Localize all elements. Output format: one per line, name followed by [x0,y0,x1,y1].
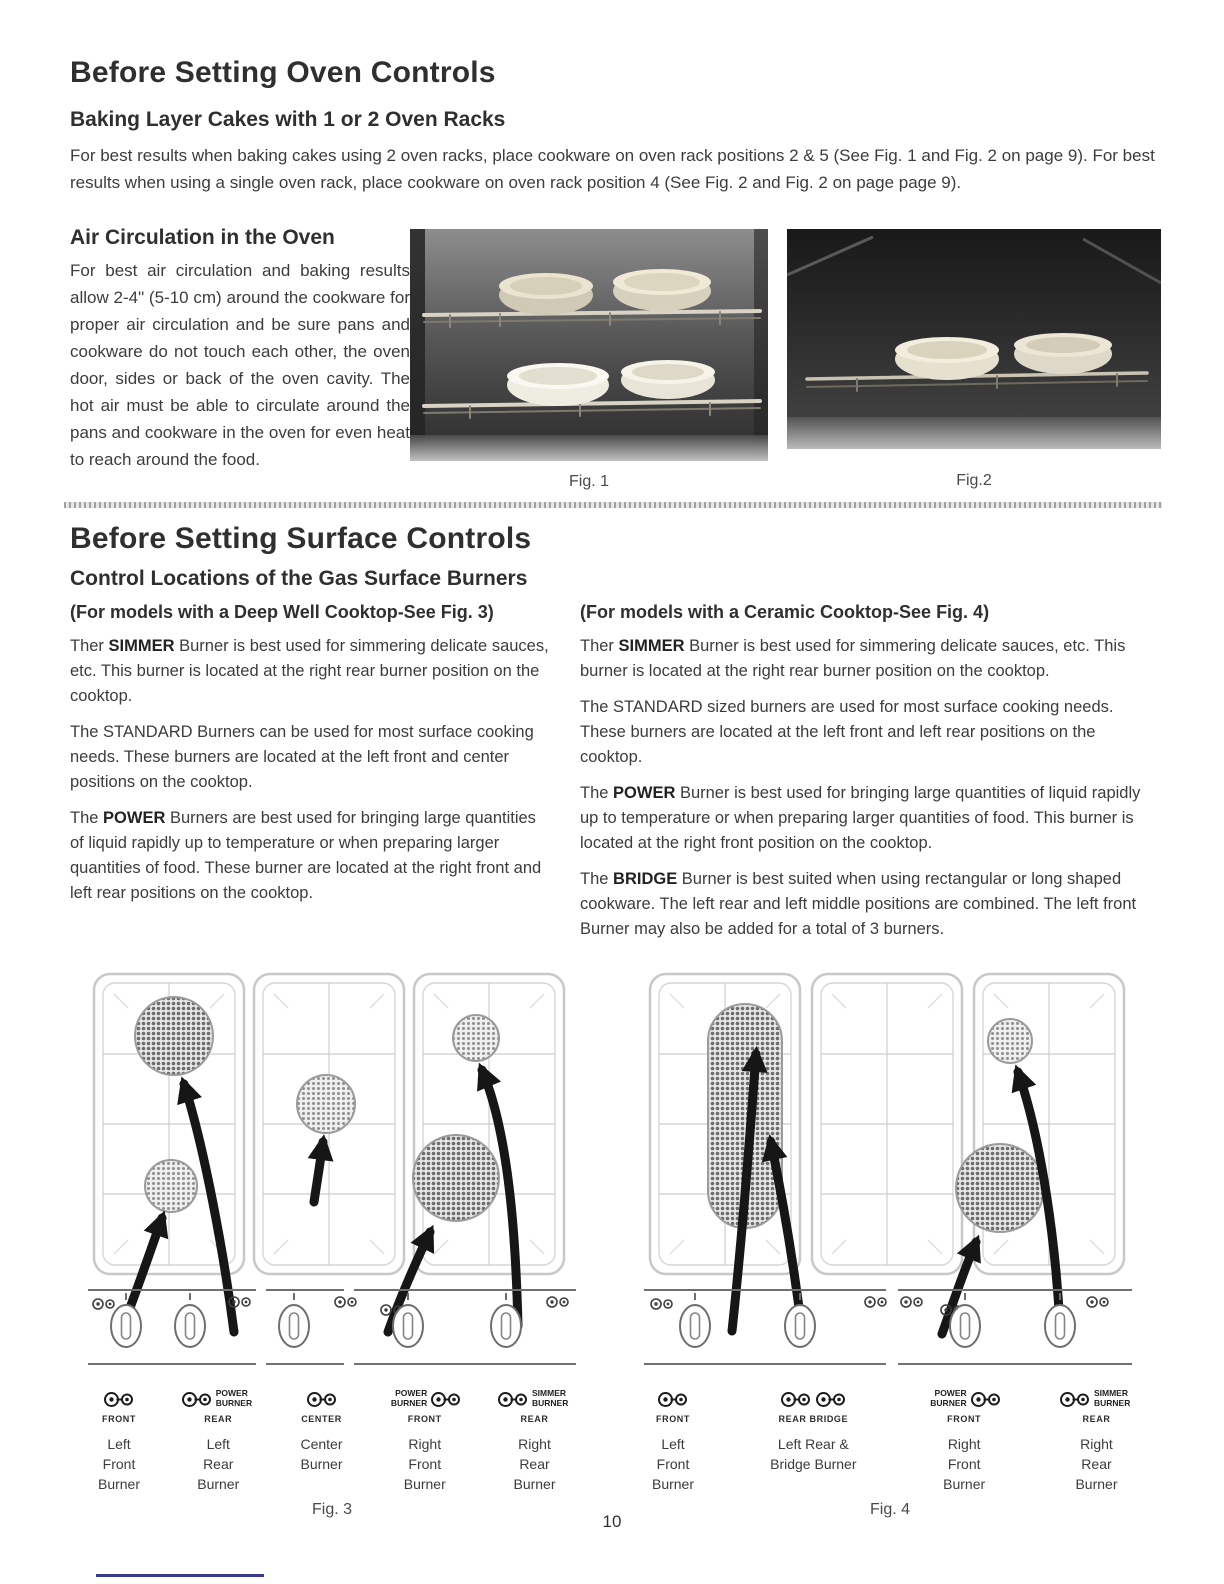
burner-label: Right Rear Burner [513,1436,556,1492]
left-front-burner [145,1160,197,1212]
figure-3 [86,966,578,1519]
burner-label: Left Rear Burner [197,1436,240,1492]
bowl-top-left [499,273,593,315]
paragraph-text: Ther [70,637,109,655]
position-caption: REAR BRIDGE [778,1414,849,1424]
burner-label: Center Burner [300,1436,343,1472]
position-caption: REAR [204,1414,233,1424]
paragraph-text: Burner is best suited when using rectangular or long shaped cookware. The left rear and left middle positions are combined. The left front Burner may also be added for a total of 3 burners. [580,870,1137,938]
paragraph-text: The [70,723,104,741]
fig3-legend [86,1387,578,1494]
deep-well-heading: (For models with a Deep Well Cooktop-See Fig. 3) [70,602,494,622]
term-simmer: SIMMER [618,637,685,655]
position-caption: REAR [1082,1414,1111,1424]
burner-pair-icon [815,1391,847,1408]
knob-left-front [680,1293,710,1347]
burner-pair-icon [1059,1391,1091,1408]
burner-label: Right Rear Burner [1075,1436,1118,1492]
paragraph-text: The [70,809,104,827]
right-rear-simmer-burner [988,1019,1032,1063]
legend-item-left-front [646,1387,700,1494]
power-burner-tag: POWER BURNER [215,1388,253,1408]
legend-item-left-rear [181,1387,256,1494]
door-reflection [787,417,1161,449]
paragraph-text: Burner is best used for simmering delicate sauces, etc. This burner is located at the right rear burner position on the cooktop. [580,637,1126,680]
oven-controls-title: Before Setting Oven Controls [70,56,496,89]
oven-photo-single-rack [787,229,1161,449]
position-caption: CENTER [301,1414,342,1424]
burner-pair-icon [497,1391,529,1408]
position-caption: FRONT [102,1414,136,1424]
term-power: POWER [613,784,676,802]
legend-item-center [291,1387,353,1494]
term-standard: STANDARD [103,723,193,741]
bowl-right [1014,333,1112,374]
footer-line [96,1574,264,1577]
deep-well-simmer-paragraph [70,634,552,709]
legend-item-right-rear [497,1387,572,1494]
air-circulation-paragraph: For best air circulation and baking results allow 2-4" (5-10 cm) around the cookware for proper air circulation and be sure pans and cookware do not touch each other, the oven door, sides or back of the oven cavity. The hot air must be able to circulate around the pans and cookware in the oven for even heat to reach around the food. [70,261,410,469]
burner-pair-icon [657,1391,689,1408]
paragraph-text: sized burners are used for most surface cooking needs. These burners are located at the left front and left rear positions on the cooktop. [580,698,1114,766]
position-caption: REAR [520,1414,549,1424]
burner-label: Right Front Burner [943,1436,986,1492]
air-circulation-heading: Air Circulation in the Oven [70,226,335,249]
deep-well-column [70,602,552,906]
paragraph-text: Burner is best used for simmering delicate sauces, etc. This burner is located at the right rear burner position on the cooktop. [70,637,549,705]
paragraph-text: The [580,870,614,888]
burner-pair-icon [430,1391,462,1408]
ceramic-simmer-paragraph [580,634,1160,684]
fig1-caption: Fig. 1 [568,473,609,490]
burner-label: Left Rear & Bridge Burner [770,1436,857,1472]
legend-item-left-rear-bridge [757,1387,869,1494]
simmer-burner-tag: SIMMER BURNER [532,1388,569,1408]
legend-item-left-front [92,1387,146,1494]
burner-pair-icon [181,1391,213,1408]
ceramic-column [580,602,1160,942]
position-caption: FRONT [407,1414,442,1424]
paragraph-text: Burners are best used for bringing large quantities of liquid rapidly up to temperature or when preparing larger quantities of food. These burner are located at the right front and left rear positions on the cooktop. [70,809,542,902]
position-caption: FRONT [947,1414,982,1424]
surface-controls-title: Before Setting Surface Controls [70,522,532,555]
section-divider [64,502,1162,508]
burners [708,1004,1044,1232]
power-burner-tag: POWER BURNER [930,1388,967,1408]
knob-left-rear [175,1293,205,1347]
right-front-power-burner [956,1144,1044,1232]
legend-item-right-front [387,1387,462,1494]
bowl-bottom-right [621,360,715,399]
figure-2 [787,229,1161,490]
burner-label: Right Front Burner [403,1436,446,1492]
power-burner-tag: POWER BURNER [390,1388,428,1408]
surface-controls-subtitle: Control Locations of the Gas Surface Burners [70,567,528,590]
legend-item-right-rear [1059,1387,1134,1494]
paragraph-text: Burners can be used for most surface cooking needs. These burners are located at the left front and center positions on the cooktop. [70,723,534,791]
oven-frame-left [410,229,425,461]
ceramic-standard-paragraph [580,695,1160,770]
burner-pair-icon [780,1391,812,1408]
left-rear-power-burner [135,997,213,1075]
right-front-power-burner [413,1135,499,1221]
legend-item-right-front [927,1387,1002,1494]
fig4-legend [640,1387,1140,1494]
oven-photo-two-racks [410,229,768,461]
bowl-top-right [613,269,711,311]
center-burner [297,1075,355,1133]
fig4-cooktop-diagram [640,966,1136,1368]
term-power: POWER [103,809,166,827]
fig3-caption: Fig. 3 [311,1501,352,1518]
right-rear-simmer-burner [453,1015,499,1061]
figure-1 [410,229,768,491]
deep-well-power-paragraph [70,806,552,906]
burner-label: Left Front Burner [97,1436,141,1492]
ceramic-power-paragraph [580,781,1160,856]
term-standard: STANDARD [613,698,703,716]
deep-well-standard-paragraph [70,720,552,795]
burner-pair-icon [103,1391,135,1408]
burner-pair-icon [306,1391,338,1408]
page-number: 10 [602,1512,622,1531]
burner-pair-icon [970,1391,1002,1408]
term-bridge: BRIDGE [613,870,678,888]
simmer-burner-tag: SIMMER BURNER [1093,1388,1131,1408]
position-caption: FRONT [656,1414,690,1424]
paragraph-text: The [580,784,614,802]
fig4-caption: Fig. 4 [869,1501,910,1518]
term-simmer: SIMMER [108,637,175,655]
knob-center [279,1293,309,1347]
fig2-caption: Fig.2 [956,472,992,489]
baking-heading: Baking Layer Cakes with 1 or 2 Oven Racks [70,108,506,131]
paragraph-text: The [580,698,614,716]
burner-label: Left Front Burner [651,1436,695,1492]
figure-4 [640,966,1140,1519]
fig3-cooktop-diagram [86,966,578,1368]
control-knob-strip [88,1290,576,1364]
door-reflection [410,435,768,461]
bowl-bottom-left [507,363,609,406]
baking-paragraph: For best results when baking cakes using 2 oven racks, place cookware on oven rack positions 2 & 5 (See Fig. 1 and Fig. 2 on page 9). For best results when using a single oven rack, place cookware on oven rack position 4 (See Fig. 2 and Fig. 2 on page page 9). [70,146,1155,192]
ceramic-bridge-paragraph [580,867,1160,942]
paragraph-text: Burner is best used for bringing large quantities of liquid rapidly up to temperature or when preparing larger quantities of food. This burner is located at the right front position on the cooktop. [580,784,1141,852]
oven-frame-right [754,229,768,461]
paragraph-text: Ther [580,637,619,655]
ceramic-heading: (For models with a Ceramic Cooktop-See Fig. 4) [580,602,990,622]
bowl-left [895,337,999,380]
